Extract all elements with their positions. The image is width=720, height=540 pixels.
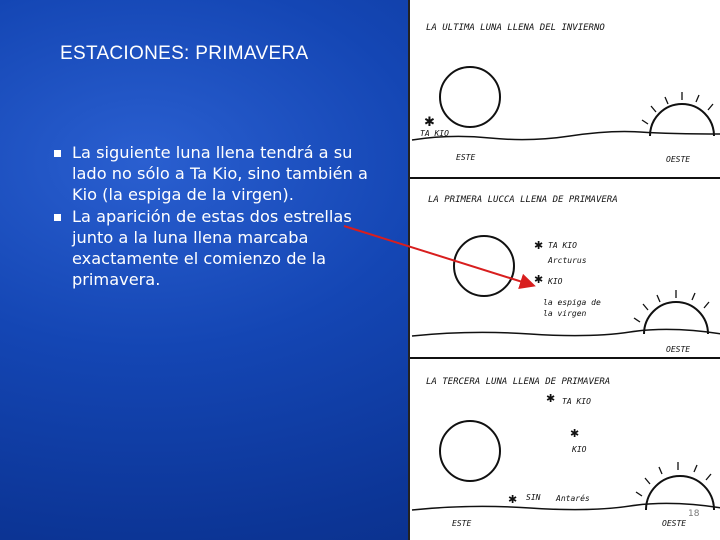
panel3-star3-label: SIN xyxy=(526,493,541,502)
setting-sun xyxy=(650,104,714,136)
bullet-text: La aparición de estas dos estrellas junto a la luna llena marcaba exactamente el comienzo de la primavera. xyxy=(72,206,352,290)
panel1-star-label: TA KIO xyxy=(420,129,449,138)
full-moon-3 xyxy=(440,421,500,481)
panel2-star1-sub: Arcturus xyxy=(548,256,587,265)
horizon-line xyxy=(412,329,720,336)
star-icon: ✱ xyxy=(570,427,580,440)
bullet-square-icon xyxy=(54,150,61,157)
panel2-caption: LA PRIMERA LUCCA LLENA DE PRIMAVERA xyxy=(428,195,618,205)
panel1-caption: LA ULTIMA LUNA LLENA DEL INVIERNO xyxy=(426,23,605,33)
slide-title: ESTACIONES: PRIMAVERA xyxy=(60,43,309,64)
panel1-west-label: OESTE xyxy=(666,155,691,164)
panel2-star2-sub1: la espiga de xyxy=(543,298,601,307)
bullet-item xyxy=(52,206,372,291)
illustration-panel xyxy=(408,0,720,540)
panel2-star2-sub2: la virgen xyxy=(543,309,587,318)
horizon-line xyxy=(412,132,720,141)
full-moon-1 xyxy=(440,67,500,127)
sun-rays xyxy=(642,92,713,124)
bullet-item xyxy=(52,142,372,206)
star-icon: ✱ xyxy=(534,273,544,286)
panel2-star1-label: TA KIO xyxy=(548,241,577,250)
full-moon-2 xyxy=(454,236,514,296)
panel3-star1-label: TA KIO xyxy=(562,397,591,406)
panel2-star2-label: KIO xyxy=(548,277,563,286)
panel3-star3-sub: Antarés xyxy=(556,494,590,503)
star-icon: ✱ xyxy=(534,239,544,252)
star-icon: ✱ xyxy=(546,392,556,405)
panel3-west-label: OESTE xyxy=(662,519,687,528)
panel2-west-label: OESTE xyxy=(666,345,691,354)
horizon-line xyxy=(412,503,720,510)
bullet-square-icon xyxy=(54,214,61,221)
star-icon: ✱ xyxy=(508,493,518,506)
sun-rays xyxy=(636,462,711,496)
star-icon: ✱ xyxy=(424,115,435,130)
panel3-star2-label: KIO xyxy=(572,445,587,454)
moon-phases-illustration xyxy=(410,0,720,540)
panel1-east-label: ESTE xyxy=(456,153,476,162)
panel3-caption: LA TERCERA LUNA LLENA DE PRIMAVERA xyxy=(426,377,611,387)
sun-rays xyxy=(634,290,709,322)
panel3-east-label: ESTE xyxy=(452,519,472,528)
bullet-text: La siguiente luna llena tendrá a su lado no sólo a Ta Kio, sino también a Kio (la espiga de la virgen). xyxy=(72,143,368,205)
page-number: 18 xyxy=(688,509,700,519)
bullet-list xyxy=(52,142,372,290)
